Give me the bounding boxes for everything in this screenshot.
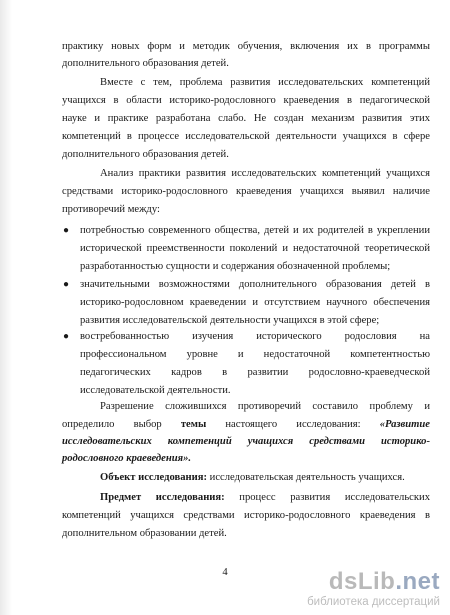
bullet-line: развития исследовательской деятельности учащихся в этой сфере; (80, 315, 380, 326)
bullet-line: значительными возможностями дополнительного образования детей в (80, 279, 430, 290)
bullet-line: историко-родословном краеведении и отсутствием научного обеспечения (80, 297, 430, 308)
bullet-line: востребованностью изучения исторического родословия на (80, 331, 430, 342)
body-text: настоящего исследования: (225, 419, 361, 430)
body-line: практику новых форм и методик обучения, включения их в программы (62, 41, 430, 52)
bullet-marker: ● (63, 225, 70, 236)
bullet-marker: ● (63, 331, 70, 342)
bullet-line: профессиональном уровне и недостаточной компетентностью (80, 349, 430, 360)
body-line: науке и практике разработана слабо. Не создан механизм развития этих (62, 113, 430, 124)
bullet-line: исторической преемственности поколений и недостаточной теоретической (80, 243, 430, 254)
body-line: Анализ практики развития исследовательских компетенций учащихся (100, 168, 430, 179)
subject-text: процесс развития исследовательских (239, 492, 430, 503)
watermark-logo-main: dsLib (328, 568, 396, 595)
watermark (307, 569, 440, 609)
watermark-logo (307, 569, 440, 595)
scan-edge-shadow (0, 0, 12, 615)
topic-title-line (62, 435, 430, 448)
body-line: средствами историко-родословного краеведения учащихся выявил наличие (62, 186, 430, 197)
topic-label: темы (180, 419, 207, 430)
subject-label: Предмет исследования: (100, 492, 225, 503)
topic-title: «Развитие (379, 419, 431, 430)
body-line: Разрешение сложившихся противоречий составило проблему и (100, 401, 430, 412)
research-subject-line (100, 491, 430, 504)
page-number: 4 (222, 567, 228, 578)
research-object-line (100, 471, 430, 484)
body-line: дополнительного образования детей. (62, 149, 229, 160)
body-line: Вместе с тем, проблема развития исследовательских компетенций (100, 77, 430, 88)
body-line: учащихся в области историко-родословного краеведения в педагогической (62, 95, 430, 106)
topic-title: исследовательских компетенций учащихся средствами историко- (62, 436, 430, 447)
body-line: дополнительного образования детей. (62, 58, 229, 69)
object-text: исследовательская деятельность учащихся. (209, 472, 405, 483)
topic-title: родословного краеведения». (62, 453, 192, 464)
topic-title-line (62, 452, 430, 465)
bullet-line: разработанностью сущности и содержания обозначенной проблемы; (80, 261, 391, 272)
research-topic-line (62, 418, 430, 431)
bullet-line: исследовательской деятельности. (80, 385, 231, 396)
object-label: Объект исследования: (100, 472, 207, 483)
body-line: компетенций в процессе исследовательской деятельности учащихся в сфере (62, 131, 430, 142)
body-text: определило выбор (62, 419, 162, 430)
body-line: противоречий между: (62, 204, 160, 215)
watermark-tagline: библиотека диссертаций (307, 596, 440, 608)
body-line: компетенций учащихся средствами историко-родословного краеведения в (62, 510, 430, 521)
bullet-line: потребностью современного общества, детей и их родителей в укреплении (80, 225, 430, 236)
bullet-line: педагогических кадров в развитии родословно-краеведческой (80, 367, 430, 378)
body-line: дополнительном образовании детей. (62, 528, 227, 539)
watermark-logo-domain: .net (395, 568, 440, 595)
bullet-marker: ● (63, 279, 70, 290)
